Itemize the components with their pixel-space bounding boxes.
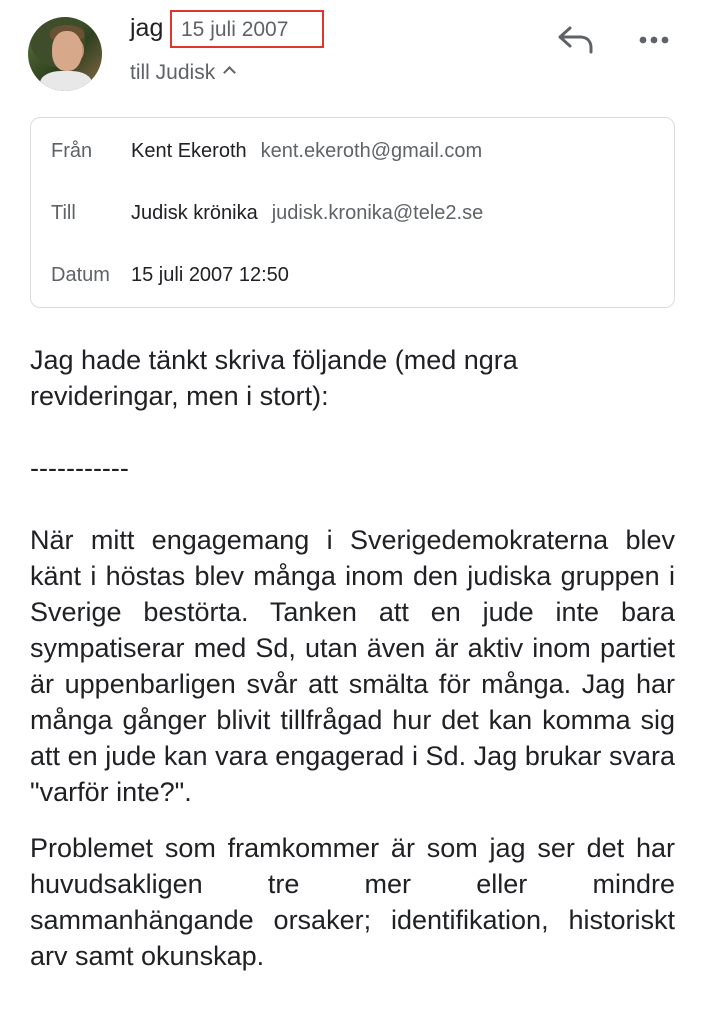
avatar-shirt (40, 71, 92, 91)
date-label: Datum (51, 264, 110, 286)
chevron-up-icon (223, 66, 236, 79)
message-details-card (30, 117, 675, 308)
to-name[interactable]: Judisk krönika (131, 202, 258, 224)
avatar-face (52, 31, 82, 71)
details-date-row (51, 264, 303, 287)
details-to-row (51, 202, 483, 225)
sender-name: jag (130, 14, 164, 42)
reply-icon (556, 24, 596, 56)
from-email[interactable]: kent.ekeroth@gmail.com (260, 140, 483, 162)
message-body (30, 342, 675, 974)
body-paragraph-1: När mitt engagemang i Sverigedemokraterna blev känt i höstas blev många inom den judiska gruppen i Sverige bestörta. Tanken att en jude inte bara sympatiserar med Sd, utan även är aktiv inom partiet är uppenbarligen svår att smälta för många. Jag har många gånger blivit tillfrågad hur det kan komma sig att en jude kan vara engagerad i Sd. Jag brukar svara "varför inte?". (30, 525, 675, 807)
to-email[interactable]: judisk.kronika@tele2.se (271, 202, 484, 224)
more-options-button[interactable] (636, 28, 672, 52)
more-options-icon (636, 28, 672, 52)
body-intro: Jag hade tänkt skriva följande (med ngra revideringar, men i stort): (30, 345, 518, 411)
reply-button[interactable] (556, 24, 596, 56)
message-date: 15 juli 2007 (181, 18, 289, 41)
avatar[interactable] (28, 17, 102, 91)
to-label: Till (51, 202, 76, 224)
from-name[interactable]: Kent Ekeroth (131, 140, 247, 162)
date-value: 15 juli 2007 12:50 (131, 264, 289, 286)
from-label: Från (51, 140, 93, 162)
details-from-row (51, 140, 482, 163)
recipient-summary: till Judisk (130, 61, 216, 84)
recipient-toggle[interactable] (130, 61, 234, 85)
body-paragraph-2: Problemet som framkommer är som jag ser det har huvudsakligen tre mer eller mindre sammanhängande orsaker; identifikation, historiskt arv samt okunskap. (30, 833, 675, 971)
body-separator: ----------- (30, 453, 129, 483)
